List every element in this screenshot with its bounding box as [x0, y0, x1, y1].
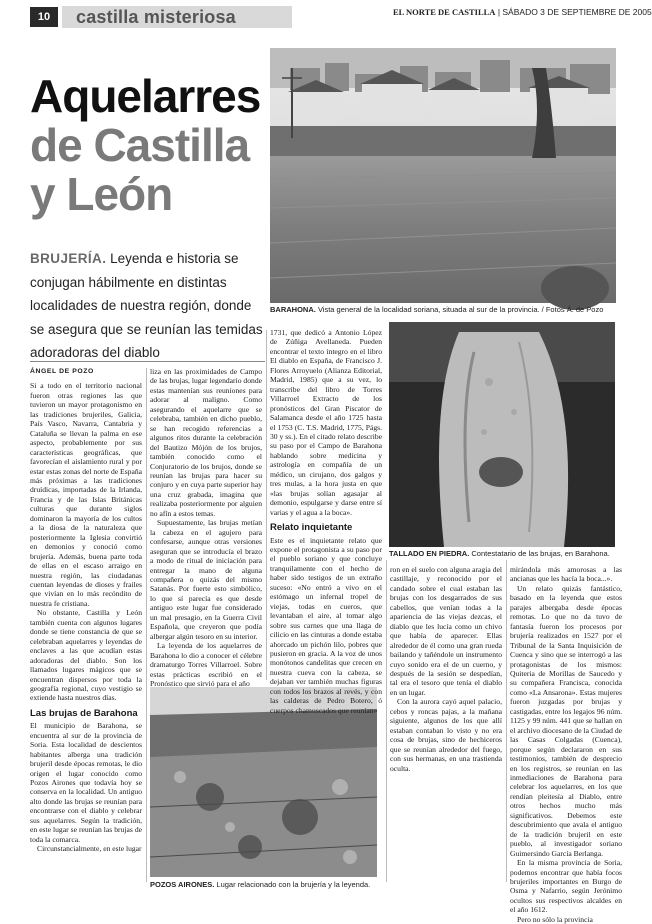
caption-piedra-text: Contestatario de las brujas, en Barahona. — [471, 549, 610, 558]
photo-pozos-airones — [150, 687, 377, 877]
paragraph: La leyenda de los aquelarres de Barahona lo dio a conocer el célebre dramaturgo Torres Villarroel. Sobre estas prácticas escribió en el Pronóstico que sirvió para el año — [150, 641, 262, 688]
section-title: castilla misteriosa — [62, 6, 292, 28]
article-column-3 — [270, 328, 382, 715]
article-column-4 — [390, 565, 502, 887]
headline-line-3: y León — [30, 168, 173, 220]
subhead-relato-inquietante: Relato inquietante — [270, 522, 353, 534]
photo-barahona — [270, 48, 616, 303]
caption-pozos-text: Lugar relacionado con la brujería y la leyenda. — [216, 880, 371, 889]
column-divider — [266, 330, 267, 680]
paragraph: No obstante, Castilla y León también cuenta con algunos lugares donde se tiene constancia de que se celebraban aquelarres y leyendas de enclaves a las que acudían estas adoradoras del diablo. Son los llamados lugares mágicos que se encuentran dispersos por toda la geografía regional, cuyo vestigio se extiende hasta nuestros días. — [30, 608, 142, 703]
paragraph: Circunstancialmente, en este lugar — [37, 844, 142, 854]
paragraph: liza en las proximidades de Campo de las brujas, lugar legendario donde estas mantenían sus reuniones para adorar al maligno. Como asegurando el aquelarre que se celebraba, también en dicho pueblo, se han recogido referencias a algunos ritos durante la celebración del Bautizo Mójón de los brujos, también conocido como el Conjuratorio de los brujos, donde se reunían las brujas para hacer su conjuro y en cuya parte superior hay una cruz grabada, imagina que realizaba posteriormente por alguien no afín a estos temas. — [150, 367, 262, 518]
paragraph: mirándola más amorosas a las ancianas que les hacía la boca...». — [510, 565, 622, 584]
subhead-brujas-barahona: Las brujas de Barahona — [30, 707, 138, 719]
caption-piedra-label: TALLADO EN PIEDRA. — [389, 549, 470, 558]
article-column-2 — [150, 367, 262, 688]
headline-line-2: de Castilla — [30, 119, 250, 171]
column-divider — [386, 560, 387, 882]
issue-date: SÁBADO 3 DE SEPTIEMBRE DE 2005 — [502, 7, 652, 17]
paragraph: Supuestamente, las brujas metían la cabeza en el agujero para confesarse, aunque otras versiones aseguran que se introducía el brazo a modo de ritual de iniciación para entregar la mano de alguna compañera o quizás del mismo Satanás. Por fuerte esto simbólico, lo que sí parecía es que desde antiguo este lugar fue considerado un mal presagio, en la Guerra Civil Española, que creyeron que podía albergar algún tesoro en su interior. — [150, 518, 262, 641]
paragraph: Con la aurora cayó aquel palacio, cebos y roncas pajas, a la mañana siguiente, algunos de los que allí estaban contaban lo visto y no era cosa de brujas, sino de hechiceros que se reunían alrededor del fuego, con sus hermanas, en una trastienda oculta. — [390, 697, 502, 773]
paragraph: 1731, que dedicó a Antonio López de Zúñiga Avellaneda. Pueden encontrar el texto íntegro en el libro El diablo en España, de Francisco J. Flores Arroyuelo (Alianza Editorial, Madrid, 1985) que a su vez, lo transcribe del libro de Torres Villarroel Extracto de los pronósticos del Gran Piscator de Salamanca desde el año 1725 hasta el 1753 (C. T.S. Madrid, 1775, Págs. 30 y ss.). En el citado relato describe su paso por el Campo de Barahona hablando sobre medicina y astrología en compañía de un médico, un cirujano, dos galgos y tres mulas, a la hora justa en que «las brujas solían agasajar al demonio, espulgarse y darse entre sí varias y el agua a la boca». — [270, 328, 382, 517]
newspaper-name: EL NORTE DE CASTILLA — [393, 7, 496, 17]
paragraph: Este es el inquietante relato que expone el protagonista a su paso por el pueblo soriano y que concluye tranquilamente con el hecho de haber sido testigos de un extraño suceso: «No entró a vivo en el estómago un infernal tropel de viejas, todas en cueros, que levantaban el aire, al tomar algo sobre sus carnes que una llaga de cilicio en las cinturas a donde estaba ahorcado un pichón lilo, pobres que pusieron en gracia. A la voz de unos monótonos candelitas que crecen en nuestra cueva con la cabeza, se dejaban ver también muchas figuras con todos los brazos al revés, y con las calderas de Pedro Botero, ó cuerpos chamuscados que reunían» — [270, 535, 382, 715]
caption-pozos-label: POZOS AIRONES. — [150, 880, 215, 889]
caption-pozos-airones — [150, 880, 390, 890]
deck-text: Leyenda e historia se conjugan hábilmente en distintas localidades de nuestra región, donde se asegura que se reunían las temidas adoradoras del diablo — [30, 251, 263, 360]
deck — [30, 247, 265, 365]
paragraph: Pero no sólo la provincia — [517, 914, 593, 924]
page-number: 10 — [30, 7, 58, 27]
article-column-1 — [30, 367, 142, 887]
article-author: ÁNGEL DE POZO — [30, 368, 94, 375]
column-divider — [506, 560, 507, 882]
headline — [30, 72, 270, 219]
paragraph: El municipio de Barahona, se encuentra al sur de la provincia de Soria. Esta localidad de descientos habitantes alberga una tradición brujeril desde épocas remotas, le dio origen el lugar conocido como Pozos Airones que todavía hoy se conserva en la localidad. Un antiguo alto donde las brujas se reunían para encontrarse con el diablo y celebrar sus aquelarres. Según la tradición, en este lugar se reunían las brujas de toda la comarca. — [30, 721, 142, 844]
paragraph: ron en el suelo con alguna aragia del castillaje, y reconocido por el candado sobre el cual estaban las brujas con los desgarrados de sus cabellos, que venían todas a la apariencia de las viejas dezcas, el diablo que les lucía como un chivo que había de aparecer. Ellas alrededor de él como una gran rueda bailando y tañéndole un instrumento cuyo sonido era el de un cuerno, y después de la sesión se despedían, tal era el tesoro que tenía el diablo en un lugar. — [390, 565, 502, 697]
caption-barahona-label: BARAHONA. — [270, 305, 316, 314]
masthead: EL NORTE DE CASTILLA | SÁBADO 3 DE SEPTIEMBRE DE 2005 — [393, 7, 652, 17]
caption-barahona — [270, 305, 630, 315]
caption-tallado-en-piedra — [389, 549, 619, 559]
article-column-5 — [510, 565, 622, 924]
paragraph: Un relato quizás fantástico, basado en la leyenda que estos parajes albergaba desde épocas remotas. Lo que no da tuvo de fantasía fueron los procesos por brujería realizados en 1527 por el Tribunal de la Santa Inquisición de Cuenca y sino que se interrogó a las protagonistas de los mismos: Quiteria de Morillas de Saucedo y su compañera Francisca, conocida como «La Ansarona». Estas mujeres fueron juzgadas por brujas y castigadas, entre los legajos 96 núm. 1125 y 99 núm. 441 que se hallan en el archivo diocesano de la Ciudad de las Casas Colgadas (Cuenca), porque según declararon en sus testimonios, también de desprecio en los registros, se reunían en las inmediaciones de Barahona para celebrar los aquelarres, en los que rendían pleitesía al Diablo, entre otros hechos mucho más significativos. Debemos este descubrimiento que avala el antiguo de la tradición brujeril en este pueblo, al investigador soriano Guimersindo García Berlanga. — [510, 583, 622, 858]
deck-divider — [30, 361, 265, 362]
headline-line-1: Aquelarres — [30, 70, 261, 122]
caption-barahona-text: Vista general de la localidad soriana, situada al sur de la provincia. / Fotos Á. de Pozo — [317, 305, 604, 314]
deck-kicker: BRUJERÍA. — [30, 251, 107, 266]
paragraph: En la misma provincia de Soria, podemos encontrar que había focos brujeriles importantes en Burgo de Osma y Nafarrio, según Jerónimo ocultos sus respectivos alcaldes en el año 1612. — [510, 858, 622, 915]
column-divider — [146, 368, 147, 882]
paragraph: Si a todo en el territorio nacional fueron otras regiones las que tuvieron un mayor protagonismo en las tradiciones brujeriles, Galicia, País Vasco, Navarra, Cantabria y Cataluña se llevan la palma en ese aspecto, probablemente por sus características geográficas, que favorecían el aislamiento rural y por estar estas zonas del norte de España más próximas a las tradiciones druídicas, importadas de la Irlanda, Francia y de las Islas Británicas culturas que durante siglos dominaron la mayoría de los cultos a la diosa de la naturaleza que posteriormente la Iglesia convirtió en demonios y conoció como brujería. Además, buena parte toda de ellas en el escaso arraigo en nuestra región, las ciudadanas cuentan leyendas de dioses y frailes que vivían en lo más recóndito de nuestra fe cristiana. — [30, 381, 142, 608]
photo-tallado-en-piedra — [389, 322, 615, 547]
